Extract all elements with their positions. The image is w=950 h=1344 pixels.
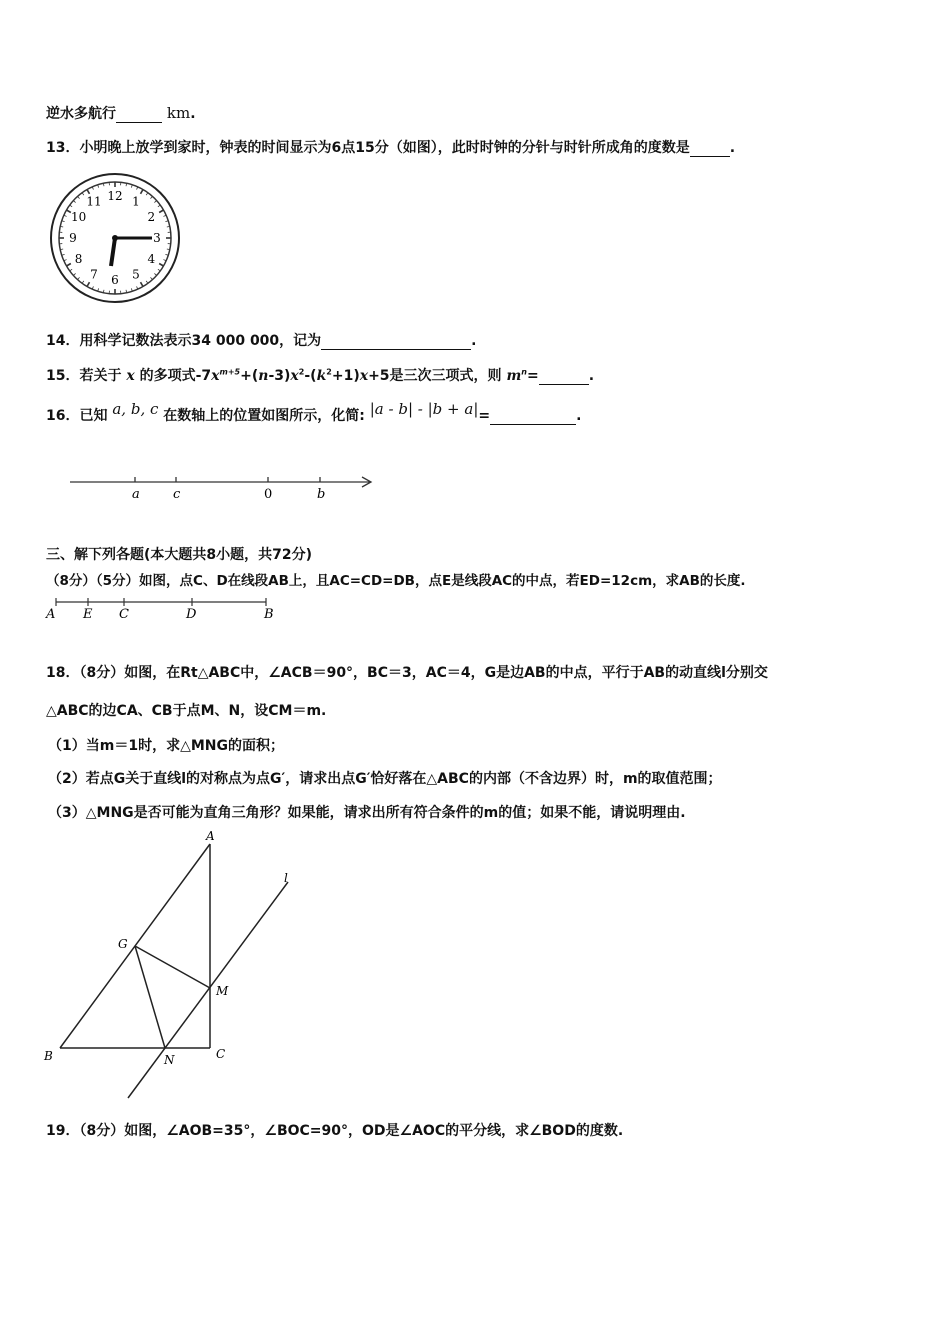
number-line-figure: [60, 468, 380, 508]
question-15: 15．若关于 x 的多项式$-7x^{m+5}+(n-3)x^2-(k^2+1)x+5$是三次三项式，则 $m^n=$ .: [46, 367, 595, 384]
label-c: c: [173, 487, 181, 502]
label-G: G: [118, 937, 128, 951]
clock-number-11: 11: [86, 194, 102, 209]
label-C: C: [216, 1047, 226, 1061]
question-14: 14．用科学记数法表示34 000 000，记为 .: [46, 333, 477, 349]
question-18-sub1: （1）当m＝1时，求△MNG的面积；: [48, 738, 284, 754]
clock-tick: [64, 215, 67, 216]
answer-blank-13[interactable]: [690, 142, 730, 157]
clock-number-2: 2: [147, 210, 156, 224]
clock-tick: [137, 187, 138, 190]
clock-figure: [48, 168, 188, 308]
clock-tick: [163, 260, 166, 261]
clock-tick: [67, 264, 71, 267]
clock-tick: [159, 264, 163, 267]
clock-tick: [137, 286, 138, 289]
clock-tick: [150, 196, 152, 198]
label-E: E: [83, 607, 93, 622]
clock-tick: [141, 282, 144, 286]
label-a: a: [132, 487, 140, 502]
line-l: [128, 882, 288, 1098]
clock-number-5: 5: [132, 267, 140, 282]
label-M: M: [216, 984, 229, 998]
question-17: （8分）（5分）如图，点C、D在线段AB上，且AC=CD=DB，点E是线段AC的中点，若ED=12cm，求AB的长度.: [46, 573, 746, 589]
clock-tick: [158, 269, 160, 271]
clock-number-1: 1: [132, 194, 140, 209]
clock-number-6: 6: [111, 273, 119, 287]
clock-tick: [163, 215, 166, 216]
clock-tick: [87, 190, 90, 194]
q12-tail: 逆水多航行 km.: [46, 104, 196, 122]
clock-tick: [159, 210, 163, 213]
answer-blank-14[interactable]: [321, 335, 471, 350]
clock-tick: [78, 277, 80, 279]
clock-tick: [146, 193, 148, 195]
question-19: 19．（8分）如图，∠AOB=35°，∠BOC=90°，OD是∠AOC的平分线，求∠BOD的度数.: [46, 1123, 624, 1139]
clock-tick: [92, 187, 93, 190]
question-18-line1: 18．（8分）如图，在Rt△ABC中，∠ACB＝90°，BC＝3，AC＝4，G是边AB的中点，平行于AB的动直线l分别交: [46, 665, 768, 681]
clock-tick: [82, 193, 84, 195]
clock-number-9: 9: [69, 231, 77, 245]
clock-tick: [92, 286, 93, 289]
clock-number-4: 4: [147, 252, 156, 266]
clock-number-3: 3: [153, 231, 161, 245]
answer-blank-12[interactable]: [116, 108, 162, 123]
clock-tick: [158, 205, 160, 207]
clock-tick: [154, 273, 156, 275]
segment-GN: [135, 946, 165, 1048]
label-0: 0: [264, 487, 273, 502]
question-13: 13．小明晚上放学到家时，钟表的时间显示为6点15分（如图），此时时钟的分针与时针所成角的度数是 .: [46, 140, 736, 156]
clock-tick: [154, 201, 156, 203]
hour-hand: [111, 238, 115, 266]
answer-blank-16[interactable]: [490, 410, 576, 425]
label-A: A: [46, 607, 56, 622]
question-18-line2: △ABC的边CA、CB于点M、N，设CM＝m.: [46, 703, 327, 719]
clock-number-10: 10: [70, 210, 87, 224]
question-18-sub3: （3）△MNG是否可能为直角三角形？如果能，请求出所有符合条件的m的值；如果不能，请说明理由.: [48, 805, 686, 821]
clock-number-12: 12: [107, 189, 123, 203]
clock-tick: [146, 281, 148, 283]
clock-number-8: 8: [74, 252, 83, 266]
triangle-figure: [40, 828, 310, 1103]
clock-number-7: 7: [90, 267, 98, 282]
label-N: N: [164, 1053, 175, 1067]
clock-tick: [70, 269, 72, 271]
label-B: B: [44, 1049, 53, 1063]
label-B: B: [264, 607, 274, 622]
clock-tick: [78, 196, 80, 198]
question-18-sub2: （2）若点G关于直线l的对称点为点G′，请求出点G′恰好落在△ABC的内部（不含边界）时，m的取值范围；: [48, 771, 722, 787]
label-l: l: [284, 871, 288, 885]
clock-tick: [87, 282, 90, 286]
clock-center: [112, 235, 118, 241]
answer-blank-15[interactable]: [539, 370, 589, 385]
clock-tick: [70, 205, 72, 207]
label-C: C: [119, 607, 129, 622]
label-b: b: [317, 487, 326, 502]
clock-tick: [73, 273, 75, 275]
clock-tick: [141, 190, 144, 194]
clock-tick: [82, 281, 84, 283]
label-D: D: [186, 607, 197, 622]
clock-tick: [150, 277, 152, 279]
question-16: 16．已知 a, b, c 在数轴上的位置如图所示，化简: |a - b| - |b + a|= .: [46, 400, 582, 424]
section-3-title: 三、解下列各题(本大题共8小题，共72分): [46, 547, 313, 563]
clock-tick: [73, 201, 75, 203]
segment-figure: [44, 596, 284, 624]
label-A: A: [206, 829, 215, 843]
clock-tick: [64, 260, 67, 261]
